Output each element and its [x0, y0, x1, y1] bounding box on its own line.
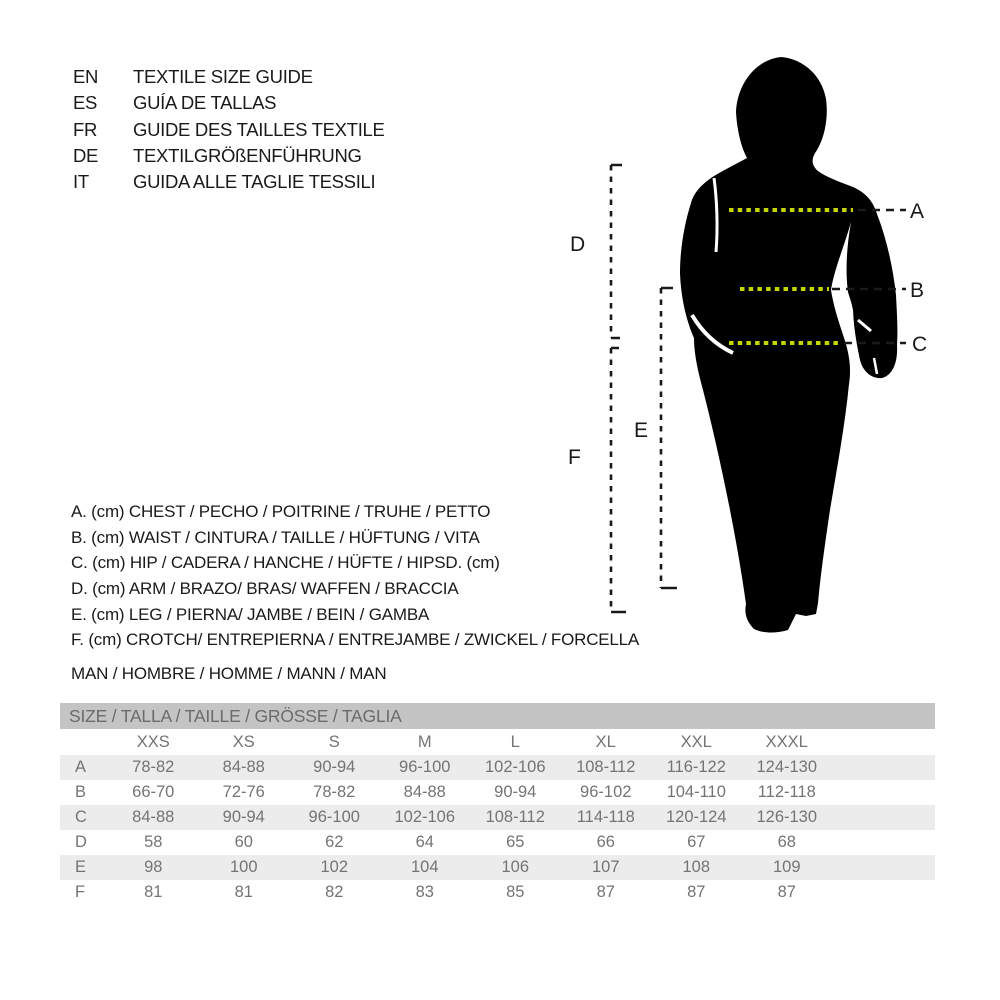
- language-title: GUIDA ALLE TAGLIE TESSILI: [133, 171, 376, 193]
- legend-item-crotch: F. (cm) CROTCH/ ENTREPIERNA / ENTREJAMBE / ZWICKEL / FORCELLA: [71, 630, 640, 650]
- size-cell: 58: [144, 833, 163, 851]
- size-cell: 87: [596, 883, 615, 901]
- label-crotch: F: [568, 446, 581, 469]
- size-cell: 108-112: [576, 758, 636, 776]
- size-cell: 96-100: [399, 758, 451, 776]
- category-label: MAN / HOMBRE / HOMME / MANN / MAN: [71, 664, 387, 683]
- man-silhouette-image: [680, 57, 897, 633]
- label-chest: A: [910, 200, 925, 223]
- label-arm: D: [570, 233, 586, 256]
- column-header-l: L: [510, 733, 520, 751]
- language-title: GUÍA DE TALLAS: [133, 92, 277, 114]
- legend-item-waist: B. (cm) WAIST / CINTURA / TAILLE / HÜFTUNG / VITA: [71, 527, 480, 547]
- size-cell: 106: [501, 858, 530, 876]
- size-cell: 78-82: [132, 758, 175, 776]
- size-cell: 116-122: [666, 758, 726, 776]
- table-row: [60, 880, 935, 905]
- table-row: [60, 855, 935, 880]
- language-code: EN: [73, 66, 99, 87]
- size-cell: 102-106: [394, 808, 456, 826]
- row-label: B: [75, 783, 87, 801]
- size-cell: 108-112: [485, 808, 545, 826]
- column-header-xxl: XXL: [680, 733, 712, 751]
- legend-item-hip: C. (cm) HIP / CADERA / HANCHE / HÜFTE / HIPSD. (cm): [71, 553, 500, 573]
- size-cell: 120-124: [665, 808, 727, 826]
- size-cell: 83: [415, 883, 434, 901]
- language-code: FR: [73, 118, 98, 140]
- size-cell: 90-94: [222, 808, 265, 826]
- legend-item-chest: A. (cm) CHEST / PECHO / POITRINE / TRUHE / PETTO: [71, 502, 491, 521]
- language-title: TEXTILGRÖßENFÜHRUNG: [133, 144, 362, 166]
- table-row: [60, 830, 935, 855]
- size-cell: 100: [229, 858, 258, 876]
- label-waist: B: [910, 279, 925, 302]
- size-cell: 65: [506, 833, 525, 851]
- size-cell: 85: [506, 883, 525, 901]
- size-cell: 109: [772, 858, 801, 876]
- size-table: [60, 703, 935, 905]
- column-header-xxs: XXS: [136, 733, 170, 751]
- row-label: E: [75, 858, 87, 876]
- size-cell: 81: [144, 883, 163, 901]
- size-cell: 87: [777, 883, 796, 901]
- label-leg: E: [634, 419, 649, 442]
- size-cell: 96-100: [308, 808, 360, 826]
- table-row: [60, 780, 935, 805]
- column-header-s: S: [328, 733, 340, 751]
- size-cell: 98: [144, 858, 163, 876]
- size-cell: 126-130: [756, 808, 818, 826]
- legend-item-leg: E. (cm) LEG / PIERNA/ JAMBE / BEIN / GAMBA: [71, 604, 430, 624]
- language-code: IT: [73, 171, 89, 193]
- column-header-xl: XL: [595, 733, 616, 751]
- legend-item-arm: D. (cm) ARM / BRAZO/ BRAS/ WAFFEN / BRACCIA: [71, 579, 459, 599]
- size-cell: 84-88: [222, 758, 265, 776]
- size-cell: 68: [777, 833, 796, 851]
- size-cell: 84-88: [403, 783, 446, 801]
- size-cell: 124-130: [756, 758, 818, 776]
- size-cell: 67: [687, 833, 706, 851]
- language-code: DE: [73, 144, 99, 166]
- size-cell: 62: [325, 833, 344, 851]
- column-header-xs: XS: [232, 733, 255, 751]
- size-cell: 66: [596, 833, 615, 851]
- size-cell: 107: [591, 858, 620, 876]
- size-cell: 108: [682, 858, 711, 876]
- size-cell: 72-76: [222, 783, 265, 801]
- column-header-m: M: [417, 733, 432, 751]
- row-label: A: [75, 758, 87, 776]
- size-cell: 81: [234, 883, 253, 901]
- language-title: GUIDE DES TAILLES TEXTILE: [133, 118, 385, 140]
- size-cell: 82: [325, 883, 344, 901]
- size-table-title: SIZE / TALLA / TAILLE / GRÖSSE / TAGLIA: [60, 703, 935, 729]
- row-label: D: [75, 833, 87, 851]
- table-row: [60, 805, 935, 830]
- size-cell: 78-82: [313, 783, 356, 801]
- language-title: TEXTILE SIZE GUIDE: [133, 66, 313, 87]
- size-cell: 104: [410, 858, 439, 876]
- size-cell: 64: [415, 833, 434, 851]
- size-cell: 96-102: [580, 783, 632, 801]
- size-cell: 87: [687, 883, 706, 901]
- size-cell: 102-106: [484, 758, 546, 776]
- size-cell: 112-118: [757, 783, 816, 801]
- leg-dimension-ticks: [661, 288, 677, 588]
- size-cell: 90-94: [313, 758, 356, 776]
- table-row: [60, 755, 935, 780]
- size-cell: 104-110: [666, 783, 726, 801]
- size-table-header-row: [60, 729, 935, 755]
- arm-dimension-ticks: [611, 165, 622, 338]
- header-spacer: [60, 729, 108, 755]
- size-cell: 60: [234, 833, 253, 851]
- row-label: C: [75, 808, 87, 826]
- size-cell: 102: [320, 858, 349, 876]
- row-label: F: [75, 883, 86, 901]
- label-hip: C: [912, 333, 928, 356]
- measurement-legend: [71, 499, 639, 653]
- language-code: ES: [73, 92, 98, 114]
- size-cell: 66-70: [132, 783, 175, 801]
- size-cell: 90-94: [494, 783, 537, 801]
- size-cell: 114-118: [576, 808, 635, 826]
- size-cell: 84-88: [132, 808, 175, 826]
- column-header-xxxl: XXXL: [765, 733, 808, 751]
